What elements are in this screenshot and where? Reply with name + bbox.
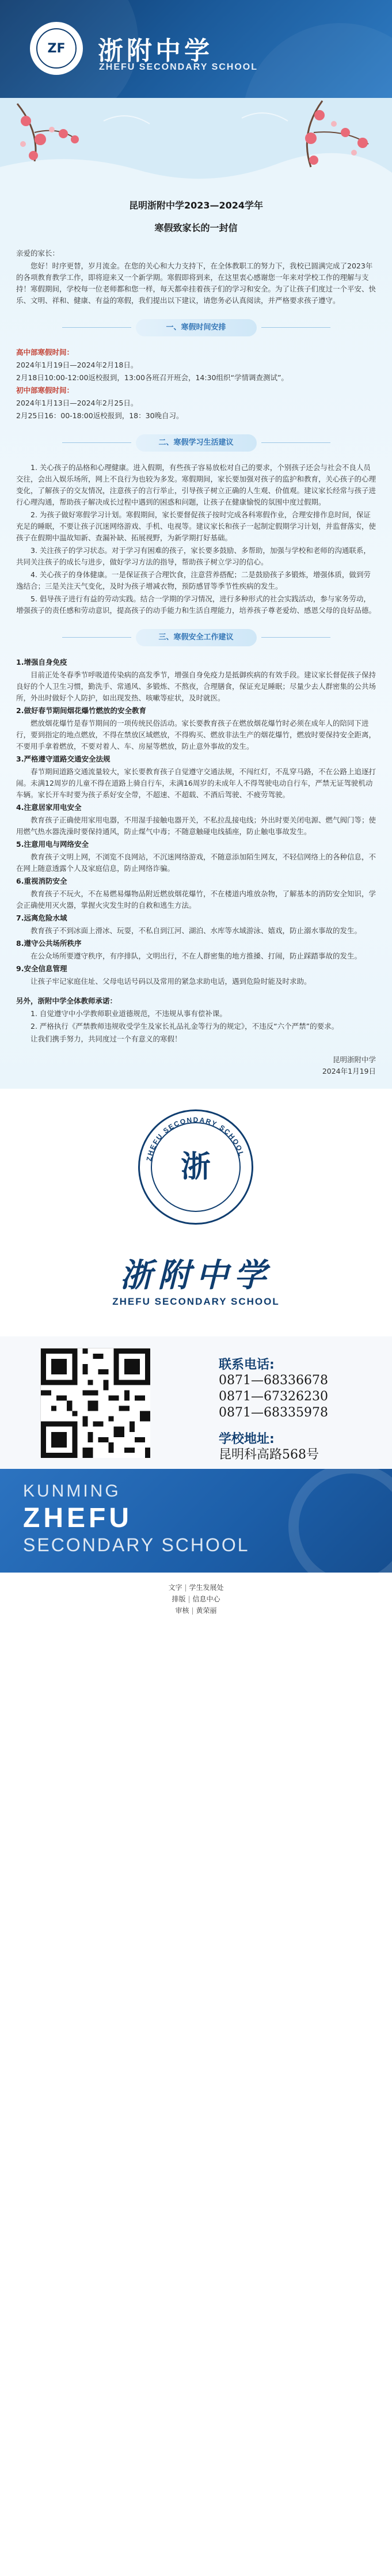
footer-banner-city: KUNMING — [23, 1482, 121, 1501]
safety-paragraph: 在公众场所要遵守秩序，有序排队，文明出行，不在人群密集的地方推搡、打闹，防止踩踏事故的发生。 — [31, 952, 362, 960]
plum-blossom-illustration — [0, 98, 392, 190]
section-title-advice: 二、寒假学习生活建议 — [136, 434, 257, 452]
greeting: 亲爱的家长： — [16, 249, 60, 257]
school-title: 浙附中学 — [98, 36, 213, 66]
signature-date: 2024年1月19日 — [322, 1067, 376, 1075]
header-banner — [0, 0, 392, 98]
phone-label: 联系电话: — [219, 1358, 275, 1372]
letter-content — [0, 237, 392, 1089]
schedule-row: 2024年1月13日—2024年2月25日。 — [16, 399, 138, 407]
footer-banner-name: ZHEFU — [23, 1503, 132, 1533]
schedule-block — [16, 347, 376, 422]
safety-paragraph: 教育孩子正确使用家用电器，不用湿手接触电器开关，不私拉乱接电线；外出时要关闭电源、燃气阀门等；使用燃气热水器洗澡时要保持通风，防止煤气中毒；不随意触碰电线插座，防止触电事故发生。 — [16, 816, 376, 836]
credit-role: 审核 — [175, 1607, 189, 1615]
emblem-chinese-name: 浙附中学 — [120, 1256, 272, 1294]
intro-paragraph: 您好！时序更替，岁月流金。在您的关心和大力支持下，在全体教职工的努力下，我校已圆满完成了2023年的各项教育教学工作，即将迎来又一个新学期。寒假即将到来，在这里衷心感谢您一年来对学校工作的理解与支持！寒假期间，学校每一位老师都和您一样，每天都牵挂着孩子们的学习和安全。为了让孩子们度过一个平安、快乐、文明、祥和、健康、有益的寒假，我们提出以下建议，请您务必认真阅读，并严格要求孩子遵守。 — [16, 262, 376, 305]
advice-paragraph: 2. 为孩子做好寒假学习计划。寒假期间，家长要督促孩子按时完成各科寒假作业，合理安排作息时间，保证充足的睡眠，不要让孩子沉迷网络游戏、手机、电视等。建议家长和孩子一起制定假期学习计划，并监督落实，使孩子在假期中温故知新、查漏补缺、拓展视野，为新学期打好基础。 — [16, 510, 376, 542]
contact-info — [219, 1355, 328, 1463]
footer-decoration — [288, 1469, 392, 1573]
pledge-heading: 另外，浙附中学全体教师承诺： — [16, 997, 117, 1005]
address-label: 学校地址: — [219, 1432, 275, 1446]
school-subtitle: ZHEFU SECONDARY SCHOOL — [99, 62, 258, 72]
advice-paragraph: 4. 关心孩子的身体健康。一是保证孩子合理饮食，注意营养搭配；二是鼓励孩子多锻炼，增强体质，做到劳逸结合；三是关注天气变化，及时为孩子增减衣物，预防感冒等季节性疾病的发生。 — [16, 570, 371, 590]
closing-line: 让我们携手努力，共同度过一个有意义的寒假！ — [31, 1035, 182, 1043]
advice-paragraph: 5. 倡导孩子进行有益的劳动实践。结合一学期的学习情况，进行多种形式的社会实践活动，参与家务劳动，增强孩子的责任感和劳动意识，提高孩子的动手能力和生活自理能力，培养孩子尊老爱幼、感恩父母的良好品德。 — [16, 594, 376, 615]
phone-number[interactable]: 0871—67326230 — [219, 1389, 328, 1404]
credit-value: 学生发展处 — [189, 1584, 224, 1592]
footer-banner — [0, 1469, 392, 1573]
safety-heading: 2.做好春节期间烟花爆竹燃放的安全教育 — [16, 706, 146, 715]
qr-code-image — [41, 1348, 150, 1458]
credit-value: 信息中心 — [192, 1595, 220, 1603]
schedule-label-high: 高中部寒假时间： — [16, 348, 74, 357]
signature-school: 昆明浙附中学 — [332, 1055, 376, 1064]
phone-number[interactable]: 0871—68336678 — [219, 1373, 328, 1388]
svg-text:ZHEFU SECONDARY SCHOOL: ZHEFU SECONDARY SCHOOL — [144, 1115, 246, 1162]
credit-row: 文字 | 学生发展处 — [168, 1584, 224, 1592]
safety-paragraph: 教育孩子文明上网，不浏览不良网站，不沉迷网络游戏，不随意添加陌生网友，不轻信网络上的各种信息，不在网上随意透露个人及家庭信息，防止网络诈骗。 — [16, 853, 376, 873]
address-value: 昆明科高路568号 — [219, 1448, 319, 1462]
emblem-center-mark: 浙 — [180, 1149, 211, 1184]
safety-paragraph: 教育孩子不到冰面上滑冰、玩耍，不私自到江河、湖泊、水库等水域游泳、嬉戏，防止溺水事故的发生。 — [31, 926, 362, 935]
school-emblem-section — [0, 1089, 392, 1336]
credit-row: 审核 | 黄荣丽 — [175, 1607, 217, 1615]
safety-paragraph: 目前正处冬春季节呼吸道传染病的高发季节，增强自身免疫力是抵御疾病的有效手段。建议家长督促孩子保持良好的个人卫生习惯，勤洗手、常通风、多锻炼、不熬夜，合理膳食，保证充足睡眠；尽量少去人群密集的公共场所，外出时做好个人防护，如出现发热、咳嗽等症状，及时就医。 — [16, 670, 376, 702]
safety-heading: 9.安全信息管理 — [16, 964, 67, 973]
safety-paragraph: 燃放烟花爆竹是春节期间的一项传统民俗活动。家长要教育孩子在燃放烟花爆竹时必须在成年人的陪同下进行，要到指定的地点燃放，不得在禁放区域燃放，不得购买、燃放非法生产的烟花爆竹，燃放时要保持安全距离，不要用手拿着燃放，不要对着人、车、房屋等燃放，防止意外事故的发生。 — [16, 719, 376, 751]
schedule-row: 2024年1月19日—2024年2月18日。 — [16, 361, 138, 369]
footer-credits — [0, 1573, 392, 1623]
letter-title: 寒假致家长的一封信 — [154, 222, 238, 233]
safety-heading: 5.注意用电与网络安全 — [16, 840, 89, 848]
safety-heading: 4.注意居家用电安全 — [16, 803, 82, 812]
credit-row: 排版 | 信息中心 — [172, 1595, 220, 1603]
qr-code[interactable] — [40, 1348, 150, 1457]
credit-value: 黄荣丽 — [196, 1607, 217, 1615]
advice-paragraph: 1. 关心孩子的品格和心理健康。进入假期，有些孩子容易放松对自己的要求，个别孩子还会与社会不良人员交往，会出入娱乐场所，网上不良行为也较为多发。寒假期间，家长要加强对孩子的监护和教育，关心孩子的心理变化，了解孩子的交友情况，注意孩子的言行举止，引导孩子树立正确的人生观、价值观。建议家长经常与孩子进行心理沟通，帮助孩子解决成长过程中遇到的困惑和问题，让孩子在健康愉悦的氛围中度过假期。 — [16, 463, 376, 506]
footer-banner-type: SECONDARY SCHOOL — [23, 1535, 250, 1555]
safety-heading: 8.遵守公共场所秩序 — [16, 939, 82, 948]
phone-number[interactable]: 0871—68335978 — [219, 1406, 328, 1420]
credit-role: 排版 — [172, 1595, 186, 1603]
banner-decoration — [242, 23, 392, 98]
safety-paragraph: 教育孩子不玩火，不在易燃易爆物品附近燃放烟花爆竹，不在楼道内堆放杂物，了解基本的消防安全知识，学会正确使用灭火器，掌握火灾发生时的自救和逃生方法。 — [16, 889, 376, 910]
letter-title-year: 昆明浙附中学2023—2024学年 — [128, 200, 264, 211]
credit-role: 文字 — [168, 1584, 182, 1592]
teacher-pledge — [16, 995, 376, 1045]
letter-heading — [0, 190, 392, 237]
school-logo — [30, 22, 83, 75]
schedule-label-junior: 初中部寒假时间： — [16, 386, 74, 395]
schedule-row: 2月18日10:00-12:00返校报到，13:00各班召开班会，14:30组织“学情调查测试”。 — [16, 373, 288, 382]
pledge-item: 2. 严格执行《严禁教师违规收受学生及家长礼品礼金等行为的规定》，不违反“六个严禁”的要求。 — [31, 1022, 339, 1031]
safety-heading: 3.严格遵守道路交通安全法规 — [16, 755, 111, 763]
section-title-safety: 三、寒假安全工作建议 — [136, 629, 257, 646]
contact-section — [0, 1336, 392, 1469]
schedule-row: 2月25日16：00-18:00返校报到，18：30晚自习。 — [16, 411, 184, 420]
floral-illustration — [0, 98, 392, 190]
safety-heading: 1.增强自身免疫 — [16, 658, 67, 666]
emblem-english-name: ZHEFU SECONDARY SCHOOL — [112, 1296, 280, 1307]
section-title-schedule: 一、寒假时间安排 — [136, 319, 257, 336]
safety-heading: 7.远离危险水域 — [16, 914, 67, 922]
advice-paragraph: 3. 关注孩子的学习状态。对于学习有困难的孩子，家长要多鼓励、多帮助，加强与学校和老师的沟通联系，共同关注孩子的成长与进步，做好学习方法的指导，帮助孩子树立学习的信心。 — [16, 546, 371, 566]
pledge-item: 1. 自觉遵守中小学教师职业道德规范，不违规从事有偿补课。 — [31, 1009, 227, 1018]
safety-heading: 6.重视消防安全 — [16, 877, 67, 885]
signature — [16, 1054, 376, 1077]
safety-paragraph: 让孩子牢记家庭住址、父母电话号码以及常用的紧急求助电话，遇到危险时能及时求助。 — [31, 977, 311, 986]
logo-mark: ZF — [36, 28, 77, 69]
safety-paragraph: 春节期间道路交通流量较大，家长要教育孩子自觉遵守交通法规，不闯红灯，不乱穿马路，不在公路上追逐打闹。未满12周岁的儿童不得在道路上骑自行车，未满16周岁的未成年人不得驾驶电动自行车，严禁无证驾驶机动车辆。家长开车时要为孩子系好安全带，不超速、不超载、不酒后驾驶、不疲劳驾驶。 — [16, 767, 376, 799]
